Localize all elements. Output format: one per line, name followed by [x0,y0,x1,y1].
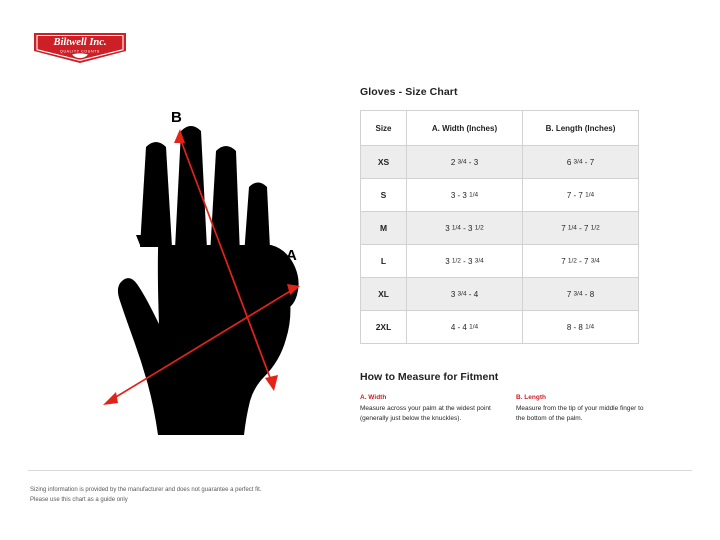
cell-length: 7 3/4 - 8 [523,278,639,311]
cell-width: 3 1/4 - 3 1/2 [407,212,523,245]
footer-disclaimer [30,485,430,505]
cell-width: 2 3/4 - 3 [407,146,523,179]
table-row [361,245,639,278]
cell-width: 3 1/2 - 3 3/4 [407,245,523,278]
svg-text:QUALITY COUNTS: QUALITY COUNTS [60,49,100,54]
size-chart-section [360,86,635,344]
diagram-label-b: B [171,109,182,126]
cell-length: 6 3/4 - 7 [523,146,639,179]
table-row [361,146,639,179]
table-row [361,212,639,245]
width-label: A. Width [360,394,387,401]
size-chart-table [360,110,639,344]
table-row [361,278,639,311]
cell-size: XS [361,146,407,179]
cell-length: 7 1/4 - 7 1/2 [523,212,639,245]
table-header-row [361,111,639,146]
cell-size: M [361,212,407,245]
biltwell-logo [30,28,130,68]
cell-length: 7 - 7 1/4 [523,179,639,212]
cell-width: 3 3/4 - 4 [407,278,523,311]
length-label: B. Length [516,394,546,401]
cell-width: 4 - 4 1/4 [407,311,523,344]
cell-size: XL [361,278,407,311]
cell-size: 2XL [361,311,407,344]
svg-text:Biltwell Inc.: Biltwell Inc. [53,37,107,48]
width-text: Measure across your palm at the widest point (generally just below the knuckles). [360,405,491,423]
column-header-size: Size [361,111,407,146]
how-to-measure-section [360,371,650,424]
table-row [361,179,639,212]
column-header-length: B. Length (Inches) [523,111,639,146]
table-row [361,311,639,344]
how-to-measure-title: How to Measure for Fitment [360,371,499,383]
hand-measurement-diagram [28,95,338,455]
footer-divider [28,470,692,471]
cell-length: 7 1/2 - 7 3/4 [523,245,639,278]
length-text: Measure from the tip of your middle finger to the bottom of the palm. [516,405,644,423]
footer-line-1: Sizing information is provided by the manufacturer and does not guarantee a perfect fit. [30,487,262,493]
diagram-label-a: A [286,247,297,264]
cell-size: S [361,179,407,212]
cell-size: L [361,245,407,278]
how-to-measure-width [360,394,494,424]
footer-line-2: Please use this chart as a guide only [30,497,128,504]
column-header-width: A. Width (Inches) [407,111,523,146]
cell-length: 8 - 8 1/4 [523,311,639,344]
cell-width: 3 - 3 1/4 [407,179,523,212]
page-title: Gloves - Size Chart [360,86,458,98]
how-to-measure-length [516,394,650,424]
